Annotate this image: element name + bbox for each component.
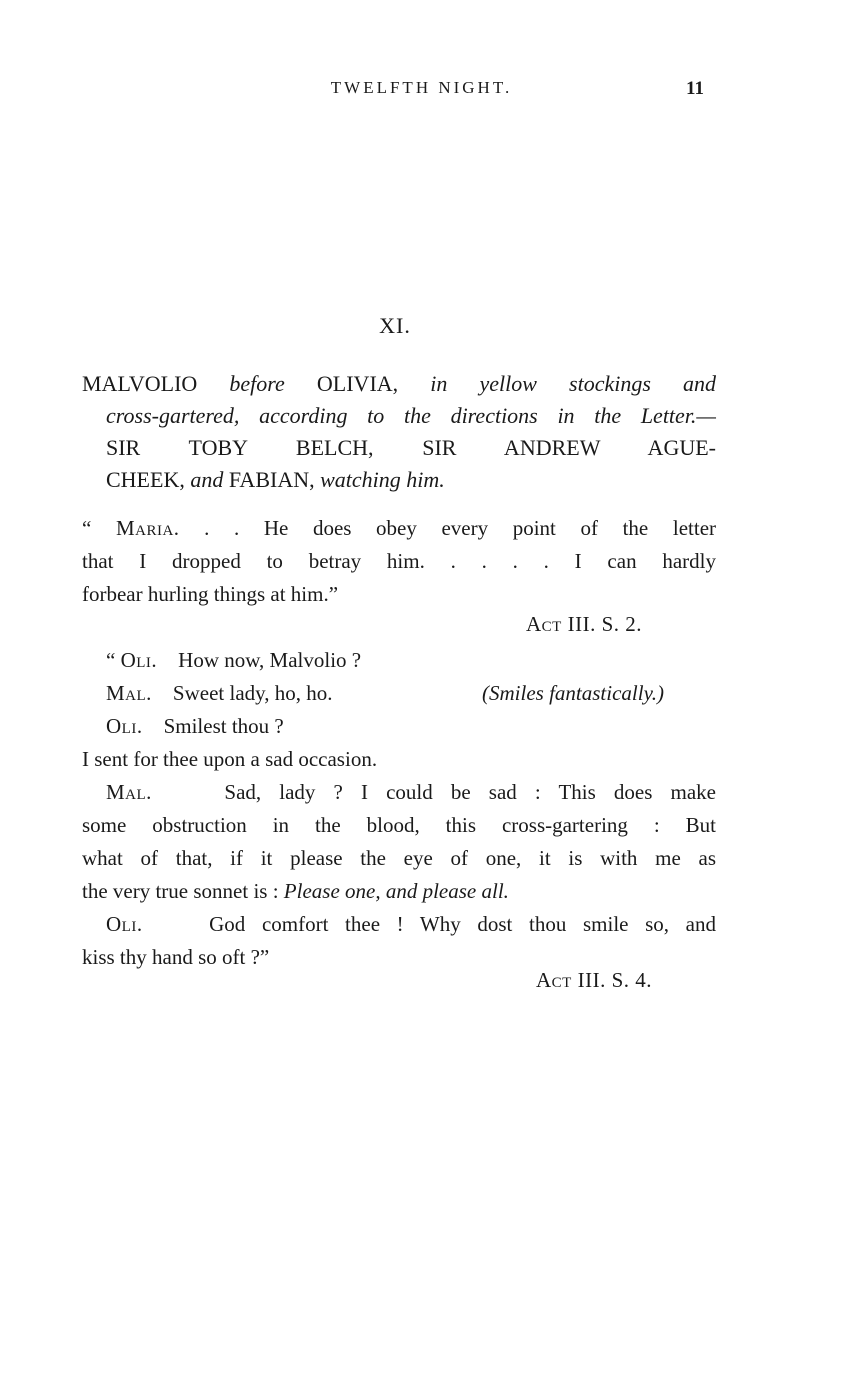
quote-maria-line-1 [82,512,716,545]
stage-direction: (Smiles fantastically.) [482,681,664,705]
speaker-mal: Mal. [106,681,152,705]
dialogue-line-1 [82,644,716,677]
dialogue-text-9: God comfort thee ! Why dost thou smile so, and [209,912,717,936]
dialogue-text-3: Smilest thou ? [163,714,284,738]
open-quote: “ [106,648,121,672]
act-reference-1: Act III. S. 2. [526,612,642,636]
plate-caption [82,368,716,496]
caption-line-3: SIR TOBY BELCH, SIR ANDREW AGUE- [106,435,716,460]
speaker-oli: Oli. [106,912,143,936]
running-head [0,78,843,102]
quote-maria [82,512,716,611]
dialogue-text-8b: Please one, and please all. [283,879,509,903]
speaker-oli: Oli. [120,648,158,672]
caption-fabian: FABIAN, [228,467,315,492]
speaker-oli: Oli. [106,714,143,738]
quote-maria-line-2: that I dropped to betray him. . . . . I can hardly [82,549,716,573]
caption-watching: watching him. [320,467,445,492]
caption-directions: cross-gartered, according to the directions in the Letter.— [106,403,716,428]
dialogue-line-7: what of that, if it please the eye of one, it is with me as [82,846,716,870]
dialogue-line-5 [82,776,716,809]
caption-cheek: CHEEK, [106,467,185,492]
caption-and: and [190,467,224,492]
caption-name-malvolio: MALVOLIO [82,371,198,396]
open-quote: “ [82,516,116,540]
caption-stockings: in yellow stockings and [430,371,717,396]
dialogue-line-3 [82,710,716,743]
quote-maria-text-1: . . He does obey every point of the letter [179,516,717,540]
speaker-mal: Mal. [106,780,152,804]
plate-number: XI. [379,313,411,338]
dialogue-line-6: some obstruction in the blood, this cross-gartering : But [82,813,716,837]
dialogue-line-9 [82,908,716,941]
page-number: 11 [686,78,704,99]
caption-line-1 [82,368,716,400]
quote-olivia-malvolio [82,644,716,974]
dialogue-line-4: I sent for thee upon a sad occasion. [82,747,378,771]
dialogue-line-2 [82,677,716,710]
caption-name-olivia: OLIVIA, [316,371,399,396]
quote-maria-line-3: forbear hurling things at him.” [82,582,339,606]
speaker-maria: Maria. [115,516,180,540]
dialogue-text-2: Sweet lady, ho, ho. [172,681,333,705]
dialogue-line-8 [82,875,716,908]
dialogue-text-8a: the very true sonnet is : [82,879,279,903]
caption-before: before [229,371,285,396]
caption-line-4 [82,464,716,496]
running-title: TWELFTH NIGHT. [330,78,513,97]
dialogue-text-5: Sad, lady ? I could be sad : This does make [224,780,716,804]
caption-line-2 [82,400,716,432]
dialogue-line-10: kiss thy hand so oft ?” [82,945,270,969]
act-reference-2: Act III. S. 4. [536,968,652,992]
dialogue-text-1: How now, Malvolio ? [178,648,362,672]
